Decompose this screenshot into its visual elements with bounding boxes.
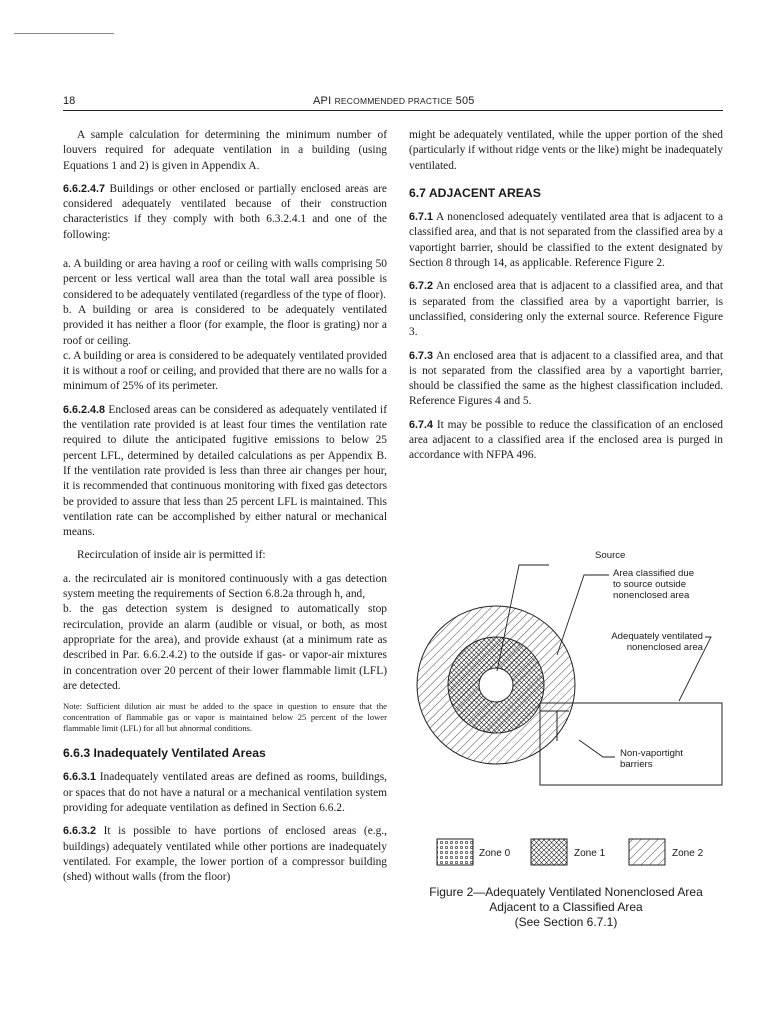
section-number: 6.7.2 [409,280,434,293]
section-number: 6.6.2.4.7 [63,182,106,195]
left-column [63,128,387,893]
section-number: 6.7.3 [409,349,434,362]
recirculation-item-a: a. the recirculated air is monitored continuously with a gas detection system meeting the requirements of Section 6.8.2a through h, and, [63,572,387,601]
section-6-6-3-1 [63,770,387,816]
paragraph-intro: A sample calculation for determining the minimum number of louvers required for adequate ventilation in a building (using Equations 1 and 2) is given in Appendix A. [63,129,387,172]
heading-6-6-3: 6.6.3 Inadequately Ventilated Areas [63,746,266,761]
paragraph-continued: might be adequately ventilated, while the upper portion of the shed (particularly if without ridge vents or the like) might be inadequately ventilated. [409,129,723,172]
label-line: Non-vaportight [620,748,683,759]
label-source: Source [595,550,626,561]
header-prefix: API [313,95,335,107]
running-header [313,95,475,107]
label-line: nonenclosed area [613,590,690,601]
legend-zone2-label: Zone 2 [672,848,704,859]
section-text: An enclosed area that is adjacent to a classified area, and that is not separated from the classified area by a vaportight barrier, should be classified the same as the highest classification included. Reference Figures 4 and 5. [409,349,723,408]
section-text: A nonenclosed adequately ventilated area that is adjacent to a classified area, and that is not separated from the classified area by a vaportight barrier, should be classified to the extent designated by Section 8 through 14, as applicable. Reference Figure 2. [409,211,723,270]
legend-zone1-swatch [531,839,567,865]
section-number: 6.6.3.1 [63,771,97,784]
source-circle [479,668,513,702]
section-6-6-3-2 [63,824,387,885]
section-number: 6.6.3.2 [63,825,97,838]
legend-zone1-label: Zone 1 [574,848,606,859]
section-number: 6.6.2.4.8 [63,403,106,416]
figure-caption [409,885,723,930]
caption-line: Figure 2—Adequately Ventilated Nonenclosed Area [429,885,703,899]
section-text: An enclosed area that is adjacent to a classified area, and that is separated from the classified area by a vaportight barrier, is unclassified, considering only the external source. Reference Figure 3. [409,280,723,339]
legend-zone0-swatch [437,839,473,865]
label-line: Adequately ventilated [611,631,703,642]
label-line: to source outside [613,579,687,590]
list-item-b: b. A building or area is considered to be adequately ventilated provided it has neither a floor (for example, the floor is grating) nor a roof or ceiling. [63,303,387,347]
label-barriers [620,748,683,770]
right-column [409,128,723,472]
section-text: Enclosed areas can be considered as adequately ventilated if the ventilation rate provided is at least four times the ventilation rate required to dilute the anticipated fugitive emissions to below 25 percent LFL, determined by detailed calculations as per Appendix B. If the ventilation rate provided is less than three air changes per hour, it is recommended that continuous monitoring with fixed gas detectors be provided to assure that less than 25 percent LFL is maintained. This ventilation rate can be accomplished by either natural or mechanical means. [63,403,387,539]
header-caps: RECOMMENDED PRACTICE [334,96,453,106]
section-text: It may be possible to reduce the classification of an enclosed area adjacent to a classified area if the enclosed area is purged in accordance with NFPA 496. [409,418,723,462]
section-6-7-1 [409,210,723,271]
caption-line: (See Section 6.7.1) [514,915,618,929]
figure-2 [409,545,723,945]
section-text: Inadequately ventilated areas are defined as rooms, buildings, or spaces that do not have a natural or a mechanical ventilation system providing for adequate ventilation as defined in Section 6.6.2. [63,771,387,814]
section-6-6-2-4-7 [63,182,387,243]
list-item-a: a. A building or area having a roof or ceiling with walls comprising 50 percent or less vertical wall area than the total wall area possible is considered to be adequately ventilated (regardless of the type of floor). [63,258,387,301]
section-number: 6.7.4 [409,418,434,431]
section-text: It is possible to have portions of enclosed areas (e.g., buildings) adequately ventilated while other portions are inadequately ventilated. For example, the lower portion of a compressor building (shed) without walls (from the floor) [63,825,387,884]
legend-zone0-label: Zone 0 [479,848,511,859]
recirculation-intro: Recirculation of inside air is permitted if: [77,549,266,562]
section-6-6-2-4-8 [63,403,387,541]
legend-zone2-swatch [629,839,665,865]
label-adequately-ventilated [595,631,703,653]
section-6-7-3 [409,349,723,410]
section-6-7-2 [409,279,723,340]
note: Note: Sufficient dilution air must be added to the space in question to ensure that the concentration of flammable gas or vapor is maintained below 25 percent of the lower flammable limit (LFL) for all but abnormal conditions. [63,701,387,734]
header-rule [63,110,723,111]
label-area-classified [613,568,694,601]
recirculation-item-b: b. the gas detection system is designed to automatically stop recirculation, provide an alarm (audible or visual, or both, as most appropriate for the area), and provide exhaust (at a minimum rate as described in Par. 6.6.2.4.2) to the outside if gas- or vapor-air mixtures in concentration over 20 percent of their lower flammable limit (LFL) are detected. [63,603,387,692]
section-text: Buildings or other enclosed or partially enclosed areas are considered adequately ventilated because of their construction characteristics if they comply with both 6.3.2.4.1 and one of the following: [63,182,387,241]
caption-line: Adjacent to a Classified Area [489,900,643,914]
label-line: nonenclosed area [626,642,703,653]
heading-6-7: 6.7 ADJACENT AREAS [409,185,541,200]
page-number: 18 [63,95,76,107]
leader-barriers [579,740,615,757]
list-item-c: c. A building or area is considered to be adequately ventilated provided it is without a roof or ceiling, and provided that there are no walls for a minimum of 25% of its perimeter. [63,349,387,393]
header-number: 505 [452,95,475,107]
label-line: Area classified due [613,568,695,579]
section-number: 6.7.1 [409,211,434,224]
section-6-7-4 [409,418,723,464]
label-line: barriers [620,759,653,770]
scan-artifact-line [14,33,114,34]
